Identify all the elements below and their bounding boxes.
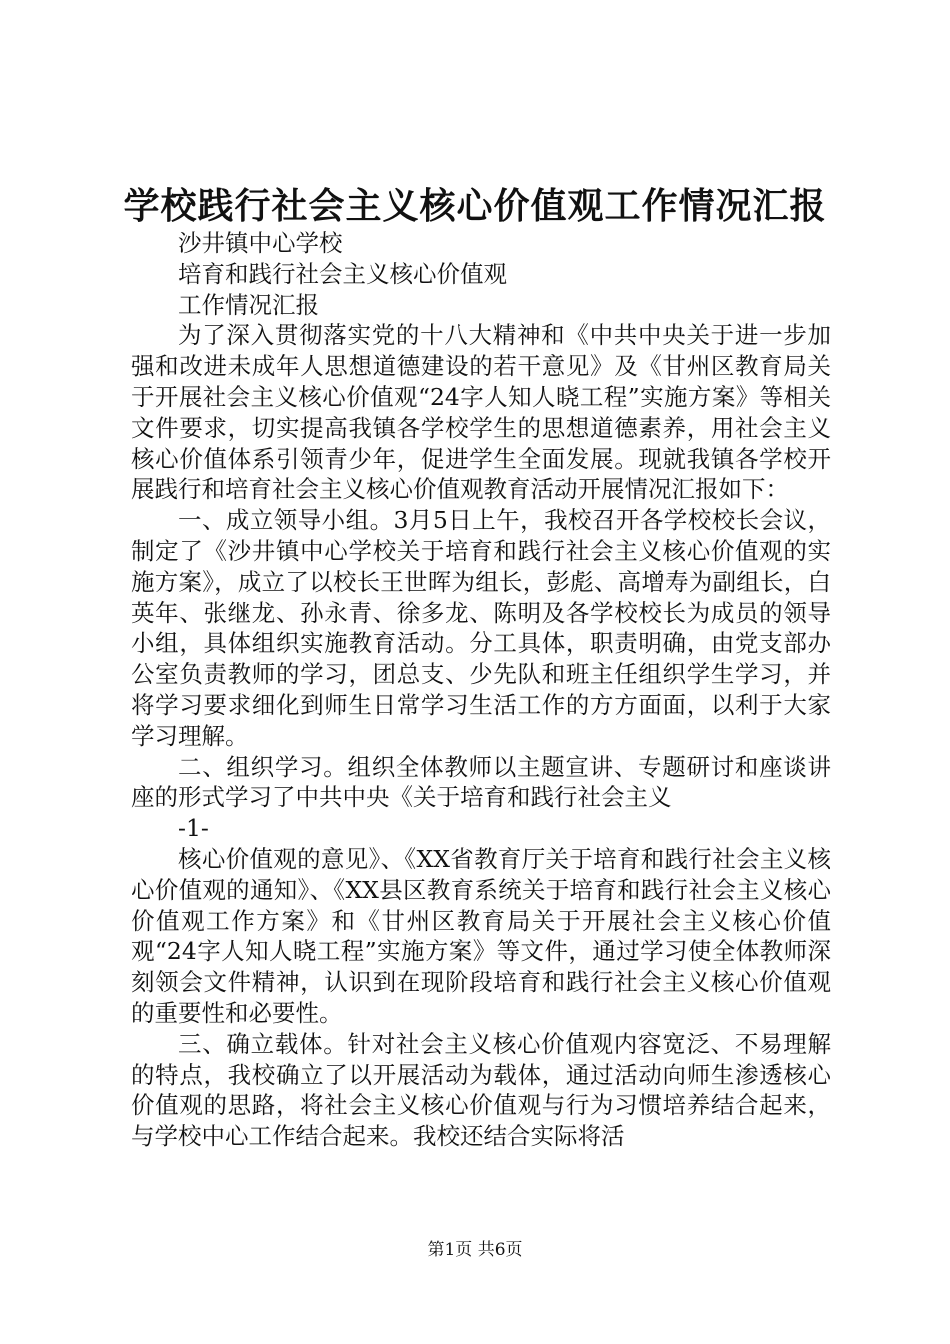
- paragraph-section-2-continued: 核心价值观的意见》、《XX省教育厅关于培育和践行社会主义核心价值观的通知》、《XX县区教育系统关于培育和践行社会主义核心价值观工作方案》和《甘州区教育局关于开展社会主义核心价值观“24字人知人晓工程”实施方案》等文件，通过学习使全体教师深刻领会文件精神，认识到在现阶段培育和践行社会主义核心价值观的重要性和必要性。: [131, 844, 831, 1027]
- page-footer: 第1页 共6页: [427, 1240, 523, 1260]
- paragraph-intro: 为了深入贯彻落实党的十八大精神和《中共中央关于进一步加强和改进未成年人思想道德建设的若干意见》及《甘州区教育局关于开展社会主义核心价值观“24字人知人晓工程”实施方案》等相关文件要求，切实提高我镇各学校学生的思想道德素养，用社会主义核心价值体系引领青少年，促进学生全面发展。现就我镇各学校开展践行和培育社会主义核心价值观教育活动开展情况汇报如下：: [131, 321, 831, 504]
- paragraph-section-2: 二、组织学习。组织全体教师以主题宣讲、专题研讨和座谈讲座的形式学习了中共中央《关于培育和践行社会主义: [131, 752, 831, 812]
- header-line-school: 沙井镇中心学校: [178, 229, 343, 257]
- document-title: 学校践行社会主义核心价值观工作情况汇报: [123, 185, 827, 227]
- document-body: [131, 228, 831, 1152]
- paragraph-section-3: 三、确立载体。针对社会主义核心价值观内容宽泛、不易理解的特点，我校确立了以开展活动为载体，通过活动向师生渗透核心价值观的思路，将社会主义核心价值观与行为习惯培养结合起来，与学校中心工作结合起来。我校还结合实际将活: [131, 1029, 831, 1151]
- header-line-topic: 培育和践行社会主义核心价值观: [178, 259, 507, 288]
- header-line-report: 工作情况汇报: [178, 290, 319, 319]
- page-marker: -1-: [178, 814, 209, 843]
- paragraph-section-1: 一、成立领导小组。3月5日上午，我校召开各学校校长会议，制定了《沙井镇中心学校关于培育和践行社会主义核心价值观的实施方案》，成立了以校长王世晖为组长，彭彪、高增寿为副组长，白英年、张继龙、孙永青、徐多龙、陈明及各学校校长为成员的领导小组，具体组织实施教育活动。分工具体，职责明确，由党支部办公室负责教师的学习，团总支、少先队和班主任组织学生学习，并将学习要求细化到师生日常学习生活工作的方方面面，以利于大家学习理解。: [131, 506, 831, 750]
